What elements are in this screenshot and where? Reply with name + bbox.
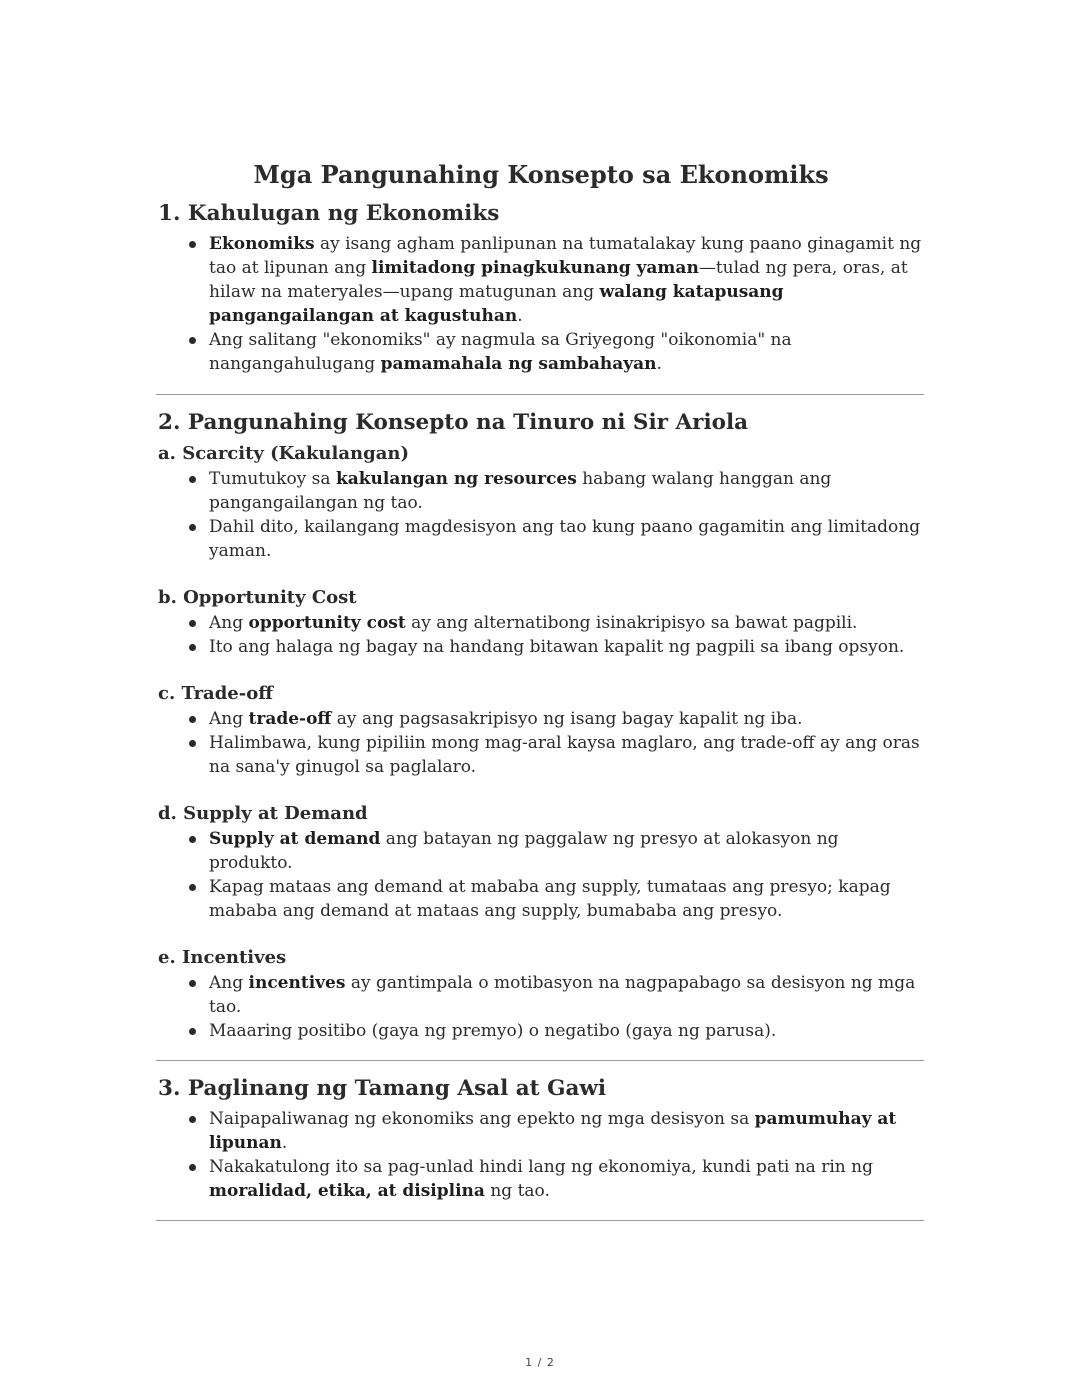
list-item <box>209 1107 924 1155</box>
bullet-list <box>158 232 924 376</box>
text: ay ang alternatibong isinakripisyo sa bawat pagpili. <box>405 613 858 633</box>
subsection-opportunity-cost <box>158 585 924 659</box>
section-heading: 3. Paglinang ng Tamang Asal at Gawi <box>158 1076 607 1101</box>
list-item <box>209 971 924 1019</box>
list-item <box>209 611 924 635</box>
bullet-list <box>158 611 924 659</box>
bold-text: walang katapusang pangangailangan at kagustuhan <box>209 282 784 326</box>
bold-text: pamamahala ng sambahayan <box>380 354 657 374</box>
divider <box>156 1060 924 1061</box>
subsection-heading: b. Opportunity Cost <box>158 587 357 608</box>
divider <box>156 394 924 395</box>
text: Ang <box>209 613 249 633</box>
bold-text: Ekonomiks <box>209 234 315 254</box>
document-title: Mga Pangunahing Konsepto sa Ekonomiks <box>253 160 829 189</box>
bold-text: kakulangan ng resources <box>335 469 577 489</box>
list-item <box>209 467 924 515</box>
bullet-list <box>158 827 924 923</box>
text: . <box>656 354 662 374</box>
section-kahulugan <box>158 198 924 376</box>
subsection-heading: a. Scarcity (Kakulangan) <box>158 443 409 464</box>
subsection-heading: d. Supply at Demand <box>158 803 368 824</box>
list-item <box>209 707 924 731</box>
subsection-heading: e. Incentives <box>158 947 287 968</box>
list-item: Kapag mataas ang demand at mababa ang supply, tumataas ang presyo; kapag mababa ang demand at mataas ang supply, bumababa ang presyo. <box>209 875 924 923</box>
bullet-list <box>158 467 924 563</box>
list-item: Halimbawa, kung pipiliin mong mag-aral kaysa maglaro, ang trade-off ay ang oras na sana'y ginugol sa paglalaro. <box>209 731 924 779</box>
text: Ang salitang "ekonomiks" ay nagmula sa Griyegong "oikonomia" na nangangahulugang <box>209 330 792 374</box>
text: habang walang hanggan ang pangangailangan ng tao. <box>209 469 832 513</box>
section-pangunahing-konsepto <box>158 407 924 1043</box>
subsection-supply-demand <box>158 801 924 923</box>
section-heading: 2. Pangunahing Konsepto na Tinuro ni Sir Ariola <box>158 410 749 435</box>
text: ng tao. <box>484 1181 550 1201</box>
text: Ang <box>209 973 249 993</box>
text: Naipapaliwanag ng ekonomiks ang epekto ng mga desisyon sa <box>209 1109 755 1129</box>
list-item: Ito ang halaga ng bagay na handang bitawan kapalit ng pagpili sa ibang opsyon. <box>209 635 924 659</box>
subsection-heading: c. Trade-off <box>158 683 274 704</box>
bullet-list <box>158 971 924 1043</box>
bold-text: moralidad, etika, at disiplina <box>209 1181 485 1201</box>
text: . <box>517 306 523 326</box>
subsection-scarcity <box>158 441 924 563</box>
document-page <box>158 158 924 1221</box>
list-item <box>209 827 924 875</box>
divider <box>156 1220 924 1221</box>
list-item: Maaaring positibo (gaya ng premyo) o negatibo (gaya ng parusa). <box>209 1019 924 1043</box>
list-item <box>209 232 924 328</box>
bullet-list <box>158 707 924 779</box>
text: ang batayan ng paggalaw ng presyo at alokasyon ng produkto. <box>209 829 839 873</box>
list-item: Dahil dito, kailangang magdesisyon ang tao kung paano gagamitin ang limitadong yaman. <box>209 515 924 563</box>
bold-text: limitadong pinagkukunang yaman <box>371 258 699 278</box>
subsection-trade-off <box>158 681 924 779</box>
section-paglinang <box>158 1073 924 1203</box>
bold-text: Supply at demand <box>209 829 381 849</box>
list-item <box>209 1155 924 1203</box>
text: Nakakatulong ito sa pag-unlad hindi lang ng ekonomiya, kundi pati na rin ng <box>209 1157 873 1177</box>
bold-text: pamumuhay at lipunan <box>209 1109 897 1153</box>
text: ay gantimpala o motibasyon na nagpapabago sa desisyon ng mga tao. <box>209 973 916 1017</box>
list-item <box>209 328 924 376</box>
text: ay ang pagsasakripisyo ng isang bagay kapalit ng iba. <box>331 709 803 729</box>
text: Ang <box>209 709 249 729</box>
text: . <box>281 1133 288 1153</box>
bold-text: opportunity cost <box>248 613 406 633</box>
section-heading: 1. Kahulugan ng Ekonomiks <box>158 201 500 226</box>
page-number: 1 / 2 <box>525 1356 555 1369</box>
bold-text: trade-off <box>248 709 332 729</box>
bullet-list <box>158 1107 924 1203</box>
text: —tulad ng pera, oras, at hilaw na materyales—upang matugunan ang <box>209 258 908 302</box>
text: Tumutukoy sa <box>209 469 336 489</box>
bold-text: incentives <box>248 973 346 993</box>
subsection-incentives <box>158 945 924 1043</box>
text: ay isang agham panlipunan na tumatalakay kung paano ginagamit ng tao at lipunan ang <box>209 234 922 278</box>
